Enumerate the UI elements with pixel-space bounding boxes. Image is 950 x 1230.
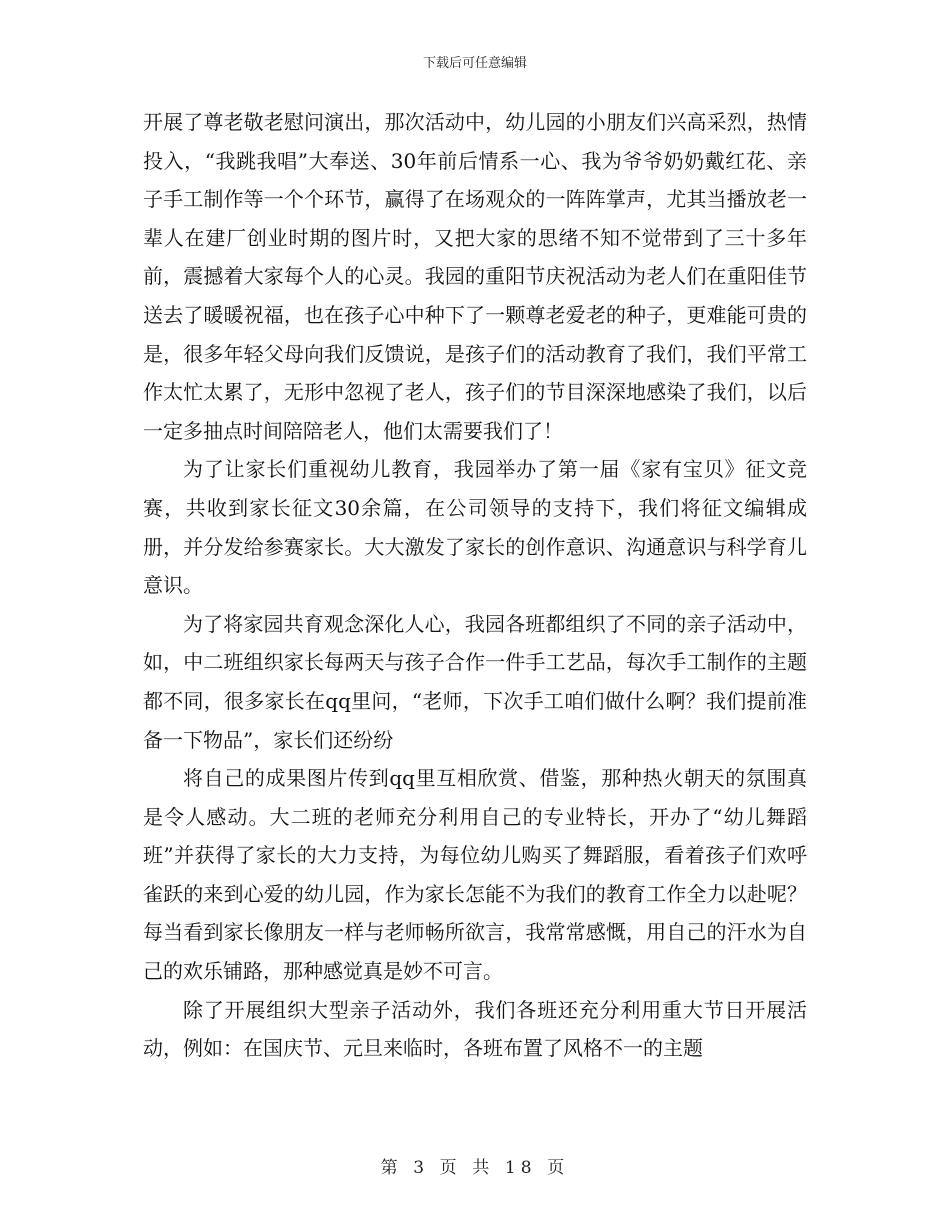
document-body: [143, 103, 807, 1068]
paragraph-1: 开展了尊老敬老慰问演出，那次活动中，幼儿园的小朋友们兴高采烈，热情投入，“我跳我唱”大奉送、30年前后情系一心、我为爷爷奶奶戴红花、亲子手工制作等一个个环节，赢得了在场观众的一阵阵掌声，尤其当播放老一辈人在建厂创业时期的图片时，又把大家的思绪不知不觉带到了三十多年前，震撼着大家每个人的心灵。我园的重阳节庆祝活动为老人们在重阳佳节送去了暖暖祝福，也在孩子心中种下了一颗尊老爱老的种子，更难能可贵的是，很多年轻父母向我们反馈说，是孩子们的活动教育了我们，我们平常工作太忙太累了，无形中忽视了老人，孩子们的节目深深地感染了我们，以后一定多抽点时间陪陪老人，他们太需要我们了！: [143, 110, 807, 443]
page-header-note: 下载后可任意编辑: [422, 56, 527, 71]
page-number-footer: 第 3 页 共 18 页: [380, 1158, 570, 1178]
paragraph-4: 将自己的成果图片传到qq里互相欣赏、借鉴，那种热火朝天的氛围真是令人感动。大二班的老师充分利用自己的专业特长，开办了“幼儿舞蹈班”并获得了家长的大力支持，为每位幼儿购买了舞蹈服，看着孩子们欢呼雀跃的来到心爱的幼儿园，作为家长怎能不为我们的教育工作全力以赴呢？每当看到家长像朋友一样与老师畅所欲言，我常常感慨，用自己的汗水为自己的欢乐铺路，那种感觉真是妙不可言。: [143, 766, 807, 984]
paragraph-5: 除了开展组织大型亲子活动外，我们各班还充分利用重大节日开展活动，例如：在国庆节、元旦来临时，各班布置了风格不一的主题: [143, 997, 807, 1061]
paragraph-3: 为了将家园共育观念深化人心，我园各班都组织了不同的亲子活动中，如，中二班组织家长每两天与孩子合作一件手工艺品，每次手工制作的主题都不同，很多家长在qq里问，“老师，下次手工咱们做什么啊？我们提前准备一下物品”，家长们还纷纷: [143, 611, 807, 752]
paragraph-2: 为了让家长们重视幼儿教育，我园举办了第一届《家有宝贝》征文竞赛，共收到家长征文30余篇，在公司领导的支持下，我们将征文编辑成册，并分发给参赛家长。大大激发了家长的创作意识、沟通意识与科学育儿意识。: [143, 457, 807, 598]
